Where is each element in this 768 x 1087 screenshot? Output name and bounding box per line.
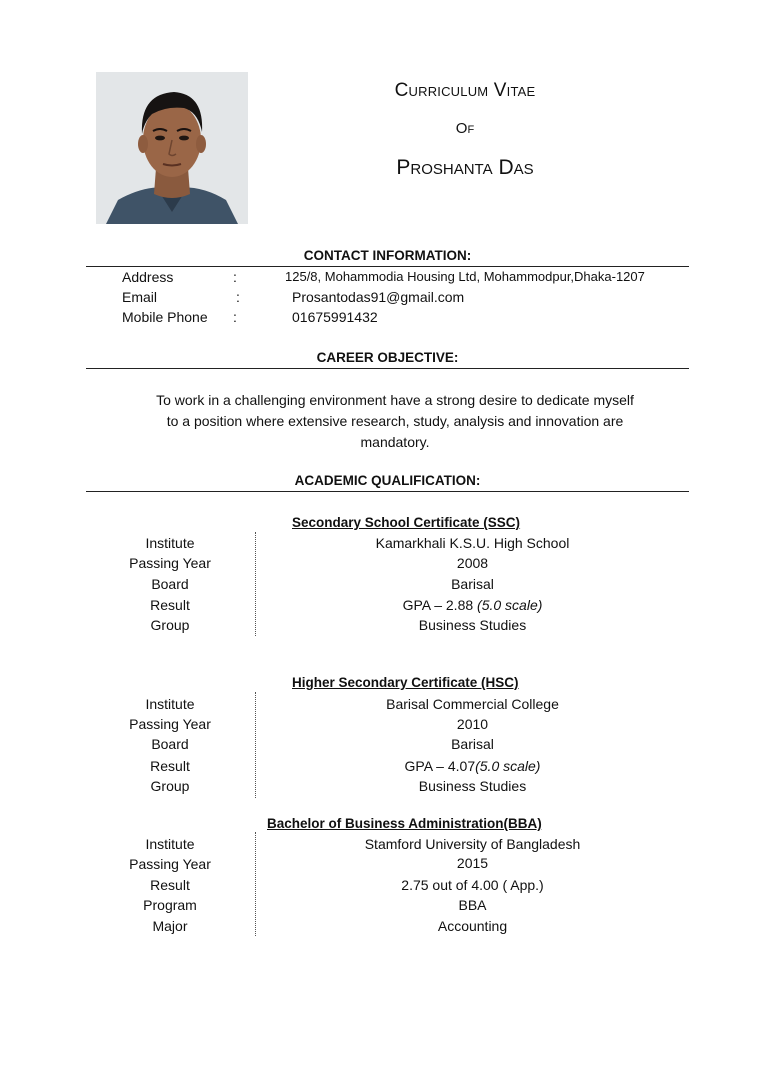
ssc-group-value: Business Studies — [418, 617, 527, 633]
phone-label: Mobile Phone — [122, 309, 208, 325]
email-value: Prosantodas91@gmail.com — [292, 289, 465, 305]
bba-program-label: Program — [143, 897, 197, 913]
ssc-board-value: Barisal — [451, 576, 494, 592]
hsc-group-value: Business Studies — [418, 778, 527, 794]
ssc-divider — [255, 532, 256, 636]
bba-year-label: Passing Year — [129, 856, 211, 872]
ssc-year-value: 2008 — [456, 555, 489, 571]
bba-result-value: 2.75 out of 4.00 ( App.) — [401, 877, 544, 893]
hsc-institute-value: Barisal Commercial College — [386, 696, 559, 712]
hsc-result-label: Result — [150, 758, 190, 774]
bba-program-value: BBA — [458, 897, 487, 913]
profile-photo — [96, 72, 248, 224]
ssc-institute-value: Kamarkhali K.S.U. High School — [375, 535, 570, 551]
cv-title: Curriculum Vitae — [394, 80, 536, 101]
ssc-year-label: Passing Year — [129, 555, 211, 571]
ssc-group-label: Group — [150, 617, 190, 633]
hsc-year-label: Passing Year — [129, 716, 211, 732]
ssc-result-label: Result — [150, 597, 190, 613]
contact-heading: CONTACT INFORMATION: — [303, 248, 472, 263]
academic-heading: ACADEMIC QUALIFICATION: — [294, 473, 481, 488]
ssc-result-gpa: GPA – 2.88 — [402, 597, 478, 613]
bba-result-label: Result — [150, 877, 190, 893]
hsc-title: Higher Secondary Certificate (HSC) — [292, 675, 519, 690]
hsc-result-scale: (5.0 scale) — [475, 758, 541, 774]
academic-divider — [86, 491, 689, 492]
hsc-institute-label: Institute — [145, 696, 195, 712]
hsc-board-label: Board — [151, 736, 189, 752]
objective-text: To work in a challenging environment have a strong desire to dedicate myself to a position where extensive research, study, analysis and innovation are mandatory. — [156, 392, 634, 450]
address-colon: : — [233, 269, 237, 285]
address-value: 125/8, Mohammodia Housing Ltd, Mohammodpur,Dhaka-1207 — [285, 269, 645, 284]
objective-divider — [86, 368, 689, 369]
phone-value: 01675991432 — [292, 309, 378, 325]
bba-major-value: Accounting — [437, 918, 508, 934]
email-label: Email — [122, 289, 158, 305]
contact-divider — [86, 266, 689, 267]
hsc-year-value: 2010 — [456, 716, 489, 732]
bba-title: Bachelor of Business Administration(BBA) — [267, 816, 542, 831]
hsc-board-value: Barisal — [451, 736, 494, 752]
address-label: Address — [122, 269, 174, 285]
ssc-institute-label: Institute — [145, 535, 195, 551]
hsc-group-label: Group — [150, 778, 190, 794]
objective-heading: CAREER OBJECTIVE: — [316, 350, 459, 365]
cv-title-of: Of — [455, 120, 475, 137]
bba-institute-value: Stamford University of Bangladesh — [364, 836, 581, 852]
ssc-result-value — [340, 597, 605, 613]
ssc-title: Secondary School Certificate (SSC) — [292, 515, 521, 530]
ssc-result-scale: (5.0 scale) — [477, 597, 543, 613]
hsc-divider — [255, 692, 256, 798]
hsc-result-value — [340, 758, 605, 774]
bba-year-value: 2015 — [456, 855, 489, 871]
bba-divider — [255, 832, 256, 936]
phone-colon: : — [233, 309, 237, 325]
candidate-name: Proshanta Das — [396, 156, 534, 179]
email-colon: : — [236, 289, 240, 305]
bba-institute-label: Institute — [145, 836, 195, 852]
bba-major-label: Major — [152, 918, 188, 934]
ssc-board-label: Board — [151, 576, 189, 592]
hsc-result-gpa: GPA – 4.07 — [404, 758, 476, 774]
